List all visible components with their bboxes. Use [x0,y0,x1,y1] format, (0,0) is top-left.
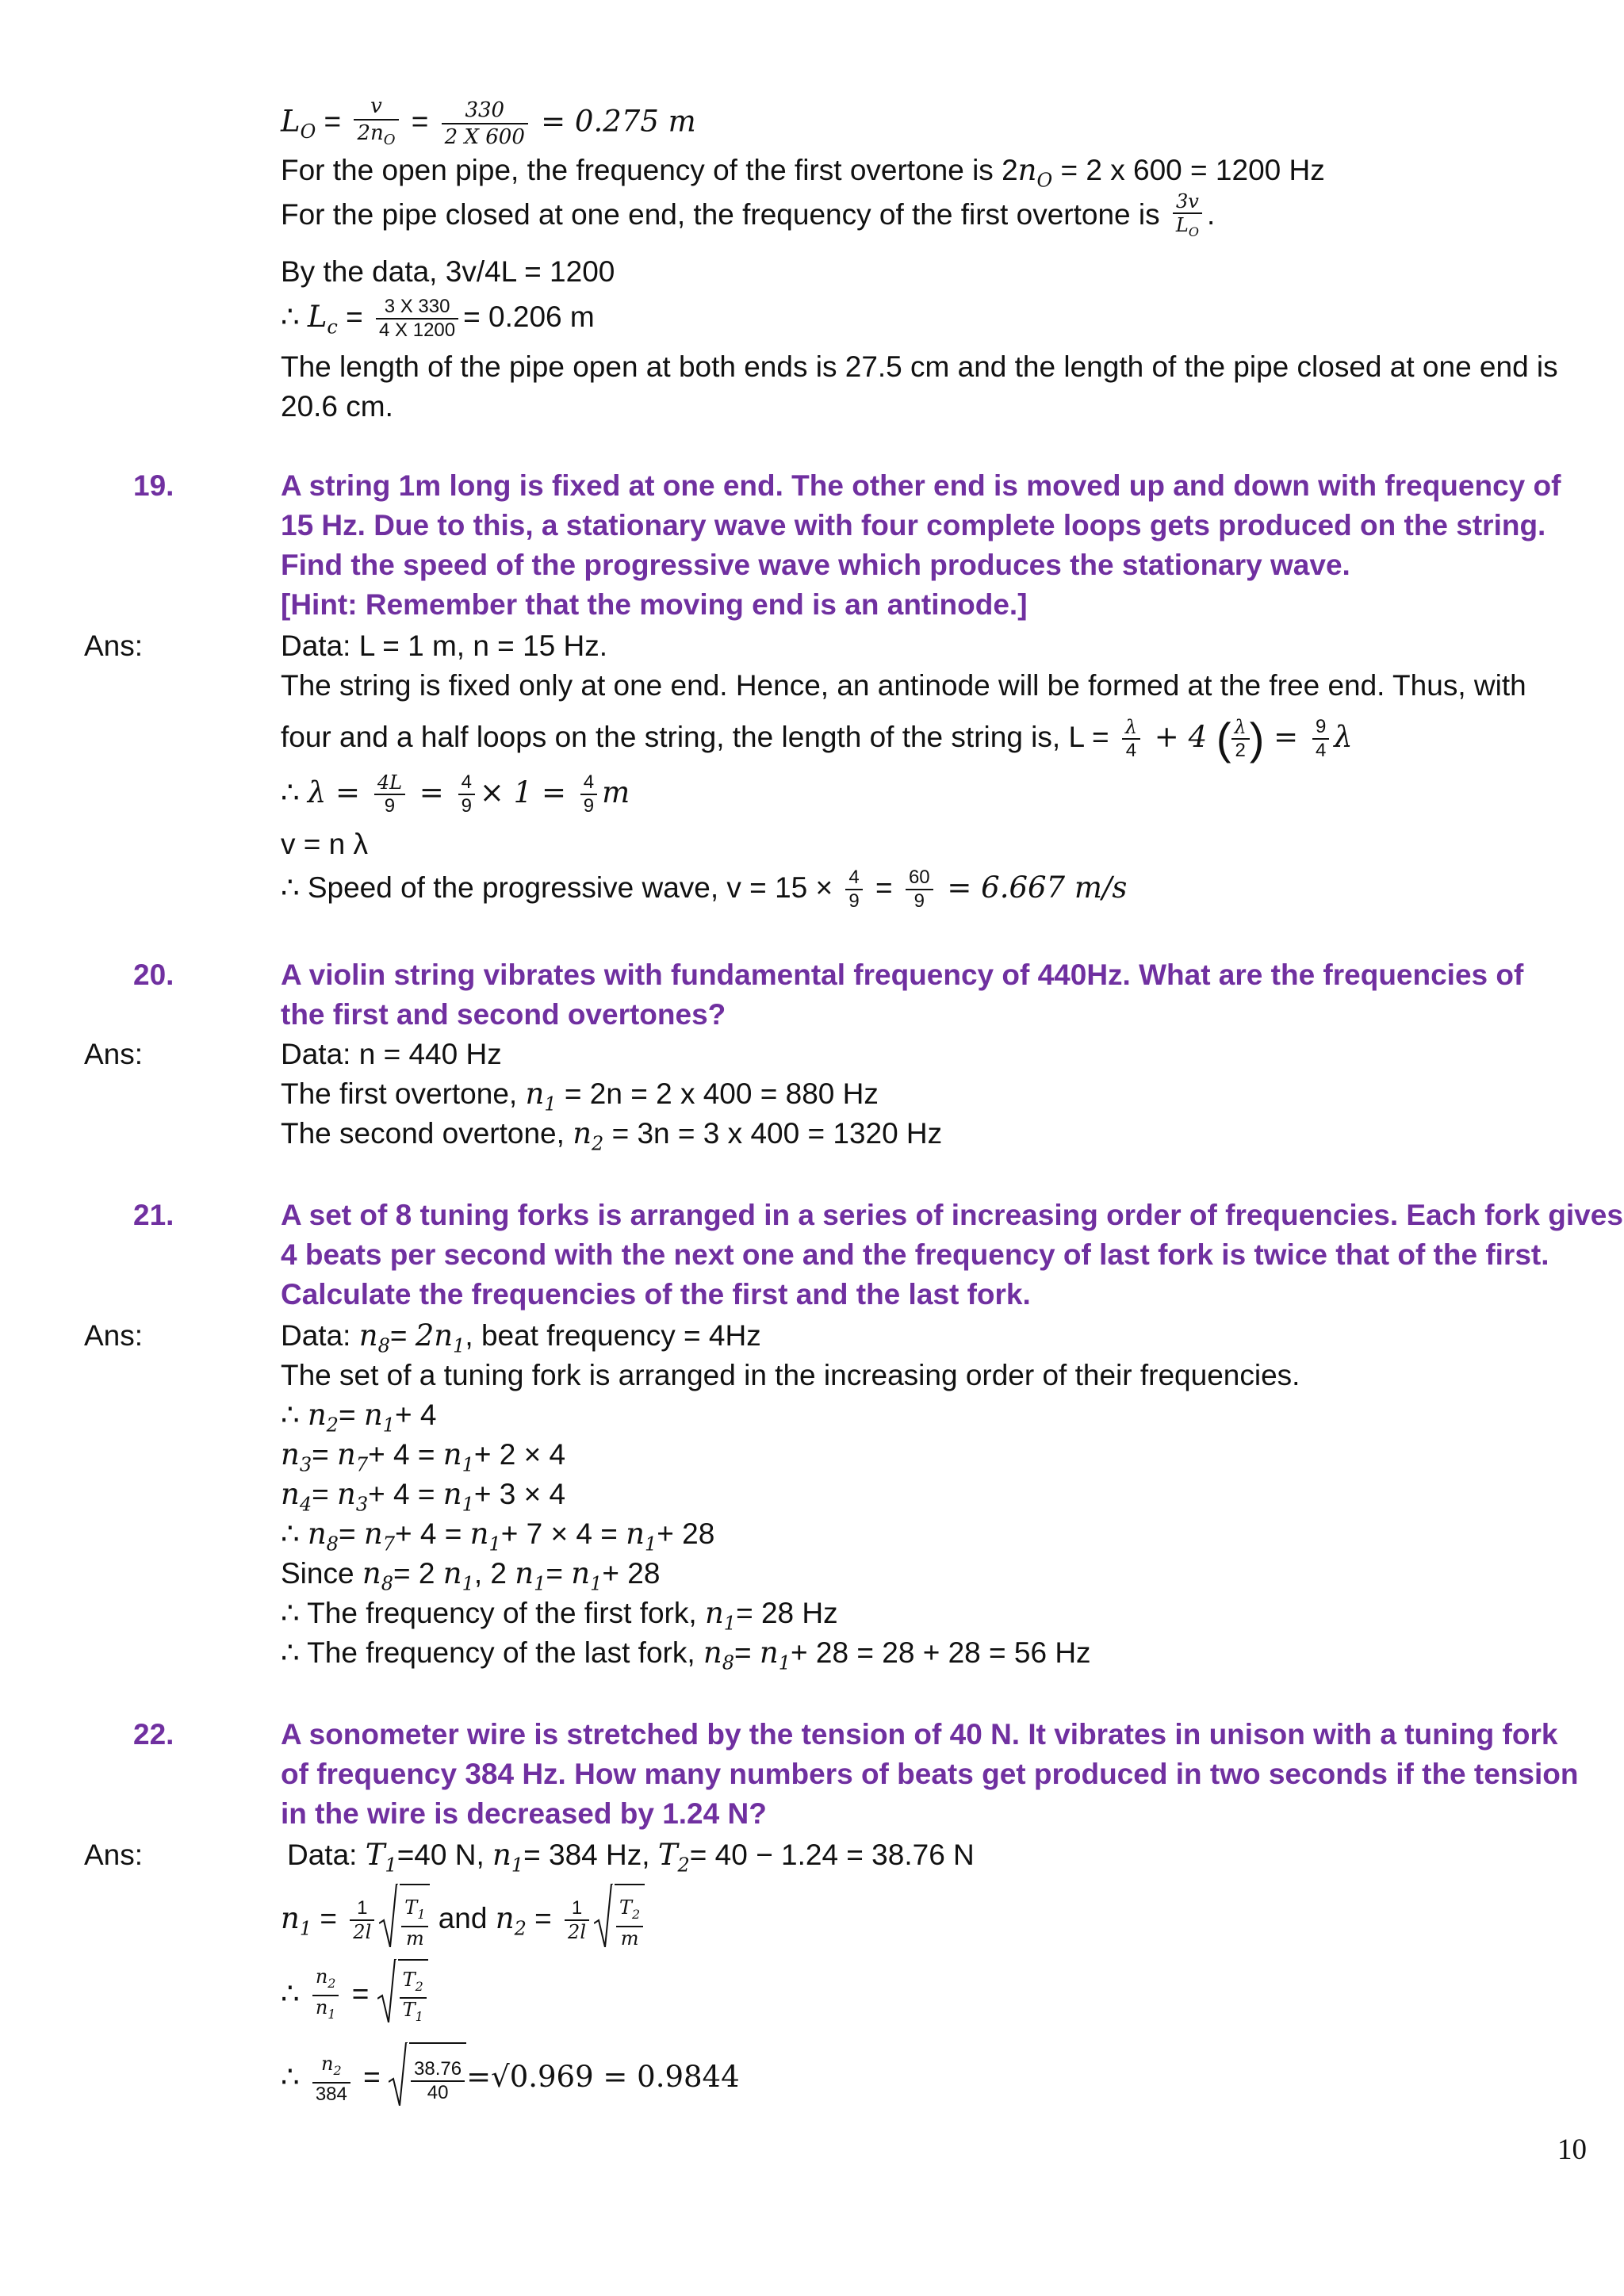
speed-equation: ∴ Speed of the progressive wave, v = 15 × $\frac{4}{9}$ = $\frac{60}{9}$ = 6.667 m/s [281,867,1128,913]
hint-text: [Hint: Remember that the moving end is an antinode.] [281,588,1028,621]
question-number: 20. [133,959,174,991]
question-text: Find the speed of the progressive wave which produces the stationary wave. [281,549,1350,581]
lc-equation: ∴ $L_c$ = $\frac{3 X 330}{4 X 1200}$ = 0.206 m [281,296,595,342]
explanation-line: The set of a tuning fork is arranged in the increasing order of their frequencies. [281,1359,1300,1391]
data-line: Data: L = 1 m, n = 15 Hz. [281,629,608,662]
data-line: Data: n = 440 Hz [281,1038,502,1070]
question-text: A violin string vibrates with fundamental frequency of 440Hz. What are the frequencies of [281,959,1524,991]
fraction: $\frac{4}{9}$ [845,867,862,913]
fraction: $\frac{4L}{9}$ [374,771,405,817]
fraction: $\frac{\lambda}{2}$ [1231,716,1250,762]
fraction: $\frac{60}{9}$ [906,867,933,913]
conclusion-line: 20.6 cm. [281,390,393,423]
answer-label: Ans: [84,1839,144,1871]
fraction: $\frac{9}{4}$ [1312,716,1329,762]
fraction: $\frac{330}{2 X 600}$ [442,98,528,150]
equation-line: $n_4= n_3+ 4 = n_1+ 3 \times 4$ [281,1477,566,1516]
question-text: Calculate the frequencies of the first and the last fork. [281,1278,1031,1311]
answer-label: Ans: [84,629,144,662]
open-pipe-line: For the open pipe, the frequency of the first overtone is $2n_O = 2$ x 600 = 1200 Hz [281,153,1325,192]
equation-line: ∴ The frequency of the first fork, $n_1= 28$ Hz [281,1596,838,1635]
square-root: $\frac{T_2}{T_1}$ [377,1959,428,2032]
page-number: 10 [1557,2133,1587,2166]
lambda-equation: ∴ λ = $\frac{4L}{9}$ = $\frac{4}{9}$ × 1 = $\frac{4}{9}$ m [281,771,630,817]
first-overtone-line: The first overtone, $n_1 = 2n = 2$ x 400 = 880 Hz [281,1077,879,1115]
ratio-equation: ∴ $\frac{n_2}{n_1}$ = $\frac{T_2}{T_1}$ [281,1958,428,2030]
fraction: $\frac{4}{9}$ [458,771,475,817]
by-data-line: By the data, 3v/4L = 1200 [281,255,615,288]
ratio-value-equation: ∴ $\frac{n_2}{384}$ = $\frac{38.76}{40}$ =√0.969 = 0.9844 [281,2042,740,2113]
data-line: Data: $T_1=40$ N, $n_1= 384$ Hz, $T_2= 40 - 1.24 = 38.76$ N [287,1838,975,1877]
question-text: of frequency 384 Hz. How many numbers of beats get produced in two seconds if the tension [281,1758,1579,1790]
fraction: $\frac{1}{2l}$ [565,1897,589,1943]
equation-line: Since $n_8= 2$ $n_1$, 2 $n_1= n_1+ 28$ [281,1556,661,1595]
equation-line: ∴ $n_8= n_7+ 4 = n_1+ 7 \times 4 = n_1+ 28$ [281,1517,715,1556]
fraction: $\frac{\lambda}{4}$ [1122,716,1140,762]
question-number: 22. [133,1718,174,1751]
equation-line: ∴ The frequency of the last fork, $n_8= n_1+ 28 = 28 + 28 = 56$ Hz [281,1636,1091,1674]
fraction: $\frac{3 X 330}{4 X 1200}$ [376,296,458,342]
frequency-equation: $n_1$ = $\frac{1}{2l}$ $\frac{T_1}{m}$ and $n_2$ = $\frac{1}{2l}$ $\frac{T_2}{m}$ [281,1883,645,1954]
conclusion-line: The length of the pipe open at both ends is 27.5 cm and the length of the pipe closed at one end is [281,350,1558,383]
square-root: $\frac{T_1}{m}$ [379,1884,430,1957]
question-text: in the wire is decreased by 1.24 N? [281,1797,767,1830]
question-text: 4 beats per second with the next one and the frequency of last fork is twice that of the first. [281,1238,1549,1271]
explanation-line: The string is fixed only at one end. Hence, an antinode will be formed at the free end. Thus, with [281,669,1526,702]
question-number: 19. [133,469,174,502]
square-root: $\frac{T_2}{m}$ [594,1884,645,1957]
equation-line: ∴ $n_2= n_1+ 4$ [281,1398,437,1437]
l0-equation: $L_O$ = $\frac{v}{2n_O}$ = $\frac{330}{2 X 600}$ = 0.275 m [281,94,696,149]
equation-line: $n_3= n_7+ 4 = n_1+ 2 \times 4$ [281,1437,566,1476]
question-text: A set of 8 tuning forks is arranged in a series of increasing order of frequencies. Each fork gives [281,1199,1623,1231]
closed-pipe-line: For the pipe closed at one end, the frequency of the first overtone is $\frac{3v}{L_O}$ . [281,190,1215,254]
second-overtone-line: The second overtone, $n_2 = 3n = 3$ x 400 = 1320 Hz [281,1116,943,1155]
question-text: A string 1m long is fixed at one end. The other end is moved up and down with frequency of [281,469,1561,502]
question-text: A sonometer wire is stretched by the tension of 40 N. It vibrates in unison with a tuning fork [281,1718,1558,1751]
question-text: 15 Hz. Due to this, a stationary wave with four complete loops gets produced on the string. [281,509,1546,541]
fraction: $\frac{4}{9}$ [580,771,597,817]
fraction: $\frac{3v}{L_O}$ [1173,190,1202,243]
fraction: $\frac{v}{2n_O}$ [354,94,398,153]
velocity-equation: v = n λ [281,828,369,860]
length-equation: four and a half loops on the string, the length of the string is, L = $\frac{\lambda}{4}$ + 4 ( $\frac{\lambda}{2}$ ) = $\frac{9}{4}$ λ [281,714,1353,764]
square-root: $\frac{38.76}{40}$ [389,2042,466,2115]
fraction: $\frac{n_2}{n_1}$ [312,1965,339,2026]
answer-label: Ans: [84,1038,144,1070]
question-text: the first and second overtones? [281,998,726,1031]
question-number: 21. [133,1199,174,1231]
fraction: $\frac{1}{2l}$ [350,1897,374,1943]
answer-label: Ans: [84,1319,144,1352]
data-line: Data: $n_8= 2n_1$, beat frequency = 4Hz [281,1318,761,1357]
fraction: $\frac{n_2}{384}$ [312,2053,350,2106]
